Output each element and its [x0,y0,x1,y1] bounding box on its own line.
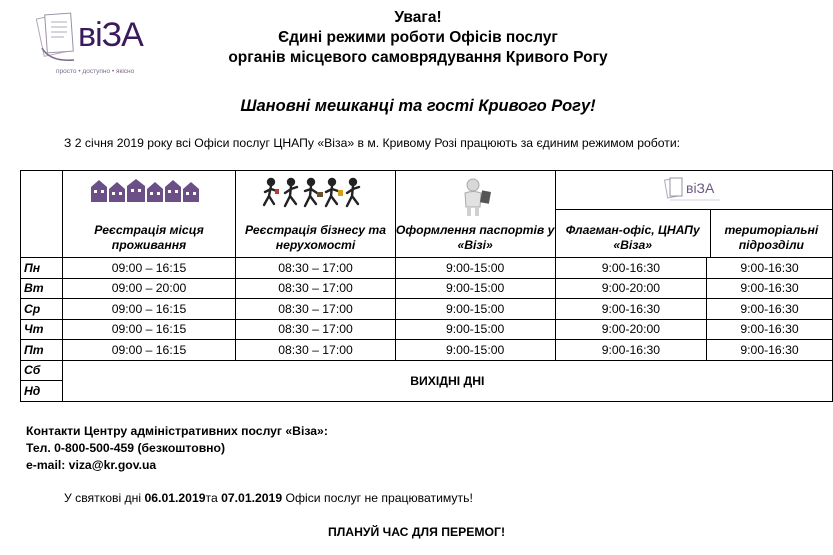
column-header-label: Реєстрація бізнесу та нерухомості [244,223,387,252]
hours-cell: 9:00-16:30 [707,258,833,279]
hours-cell: 9:00-20:00 [555,278,706,299]
day-cell: Чт [21,319,63,340]
holiday-middle: та [205,491,222,505]
hours-cell: 9:00-15:00 [395,299,555,320]
hours-cell: 9:00-15:00 [395,319,555,340]
hours-cell: 08:30 – 17:00 [236,278,395,299]
intro-text: З 2 січня 2019 року всі Офіси послуг ЦНАПу «Віза» в м. Кривому Розі працюють за єдиним режимом роботи: [64,136,681,150]
hours-cell: 9:00-16:30 [707,319,833,340]
hours-cell: 9:00-16:30 [555,258,706,279]
contacts-title: Контакти Центру адміністративних послуг «Віза»: [26,424,328,438]
day-cell: Пт [21,340,63,361]
slogan: ПЛАНУЙ ЧАС ДЛЯ ПЕРЕМОГ! [327,525,506,539]
header-title-line2: органів місцевого самоврядування Кривого Рогу [228,49,608,66]
viza-logo [36,6,166,86]
holiday-date-2: 07.01.2019 [221,491,283,505]
hours-cell: 9:00-16:30 [707,278,833,299]
table-row [21,340,833,361]
day-cell: Сб [21,360,63,381]
corner-cell [21,171,63,258]
schedule-table [20,170,833,402]
day-cell: Вт [21,278,63,299]
hours-cell: 09:00 – 16:15 [62,258,236,279]
logo-wordmark: віЗА [78,16,143,54]
holiday-prefix: У святкові дні [64,491,145,505]
hours-cell: 9:00-16:30 [555,299,706,320]
hours-cell: 9:00-20:00 [555,319,706,340]
hours-cell: 09:00 – 16:15 [62,340,236,361]
hours-cell: 9:00-15:00 [395,258,555,279]
holiday-suffix: Офіси послуг не працюватимуть! [282,491,473,505]
contacts-block [26,423,328,474]
hours-cell: 09:00 – 16:15 [62,299,236,320]
table-row [21,360,833,381]
contacts-phone: Тел. 0-800-500-459 (безкоштовно) [26,441,226,455]
header-title-line1: Єдині режими роботи Офісів послуг [278,29,558,46]
column-header-label: Оформлення паспортів у «Візі» [395,223,555,252]
houses-icon [89,177,209,203]
header-attention: Увага! [394,9,442,26]
column-header [236,171,395,258]
holiday-notice [64,491,473,505]
table-row [21,258,833,279]
hours-cell: 08:30 – 17:00 [236,340,395,361]
svg-text:віЗА: віЗА [685,180,715,196]
day-cell: Пн [21,258,63,279]
documents-icon [36,8,80,70]
viza-logo-icon [664,175,724,205]
hours-cell: 09:00 – 16:15 [62,319,236,340]
greeting: Шановні мешканці та гості Кривого Рогу! [240,97,596,115]
column-header-label: територіальні підрозділи [724,223,819,252]
table-header-row [21,171,833,258]
hours-cell: 9:00-16:30 [555,340,706,361]
day-cell: Ср [21,299,63,320]
column-header [62,171,236,258]
contacts-email: e-mail: viza@kr.gov.ua [26,458,157,472]
person-passport-icon [455,177,495,217]
holiday-date-1: 06.01.2019 [144,491,206,505]
hours-cell: 9:00-15:00 [395,278,555,299]
column-header-label: Флагман-офіс, ЦНАПу «Віза» [565,223,700,252]
column-header-group [555,171,832,258]
column-header [395,171,555,258]
running-people-icon [261,177,371,211]
day-cell: Нд [21,381,63,402]
weekend-cell: ВИХІДНІ ДНІ [62,360,832,401]
hours-cell: 08:30 – 17:00 [236,319,395,340]
hours-cell: 9:00-16:30 [707,340,833,361]
column-header-label: Реєстрація місця проживання [94,223,204,252]
table-row [21,319,833,340]
hours-cell: 08:30 – 17:00 [236,299,395,320]
table-row [21,278,833,299]
hours-cell: 09:00 – 20:00 [62,278,236,299]
hours-cell: 08:30 – 17:00 [236,258,395,279]
hours-cell: 9:00-15:00 [395,340,555,361]
logo-tagline: просто • доступно • якісно [56,68,135,75]
hours-cell: 9:00-16:30 [707,299,833,320]
table-row [21,299,833,320]
